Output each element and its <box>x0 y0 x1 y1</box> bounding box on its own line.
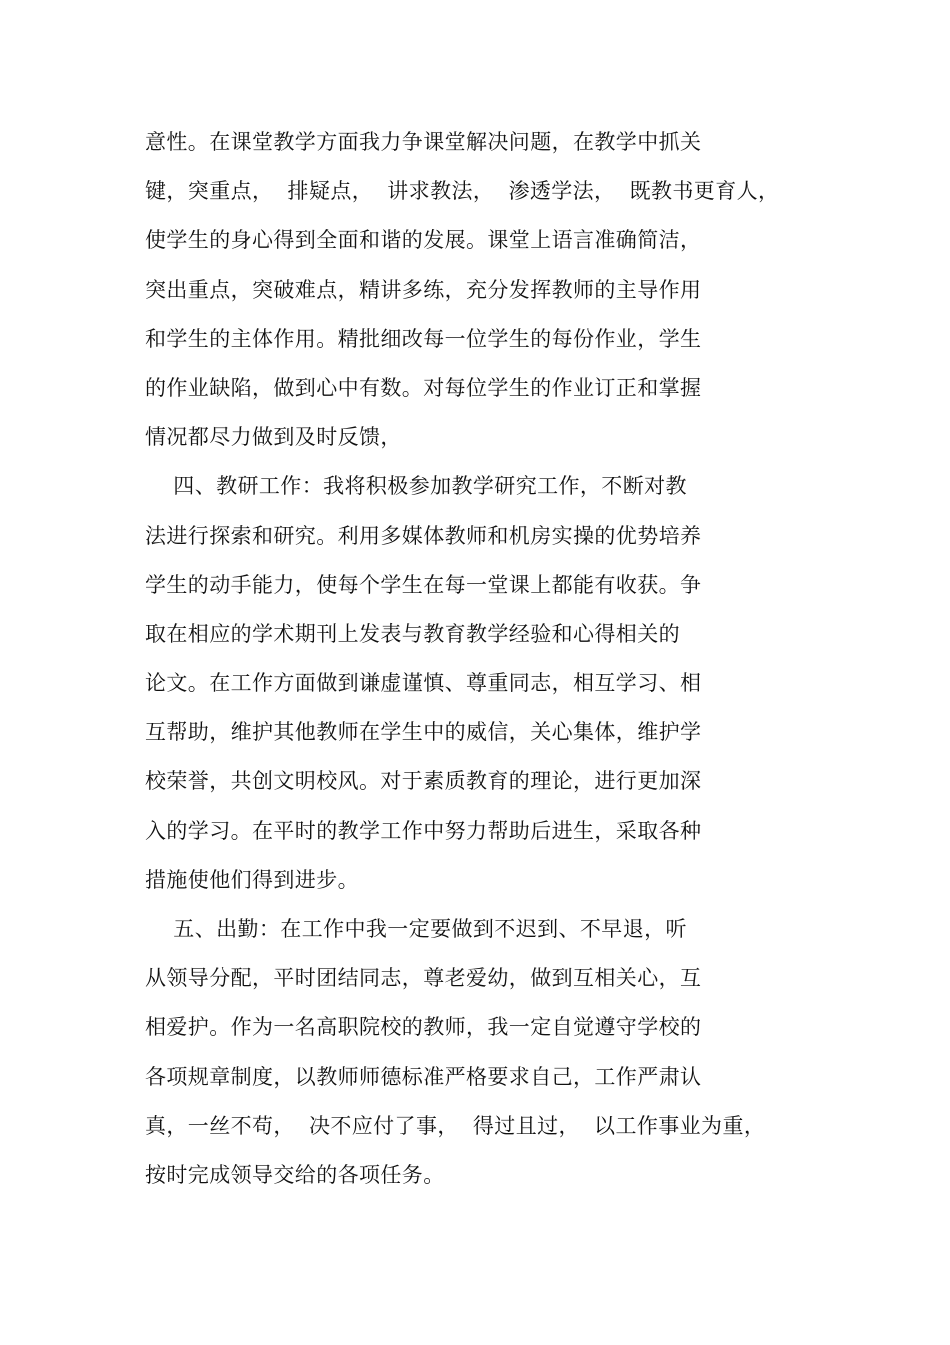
text-line: 论文。在工作方面做到谦虚谨慎、尊重同志，相互学习、相 <box>145 671 702 696</box>
text-line: 相爱护。作为一名高职院校的教师，我一定自觉遵守学校的 <box>145 1015 702 1040</box>
text-line: 意性。在课堂教学方面我力争课堂解决问题，在教学中抓关 <box>145 130 702 154</box>
text-line: 法进行探索和研究。利用多媒体教师和机房实操的优势培养 <box>145 523 702 548</box>
body-text <box>145 124 785 1206</box>
text-line: 突出重点，突破难点，精讲多练，充分发挥教师的主导作用 <box>145 277 702 302</box>
text-line: 按时完成领导交给的各项任务。 <box>145 1162 445 1187</box>
text-line: 和学生的主体作用。精批细改每一位学生的每份作业，学生 <box>145 326 702 351</box>
text-line: 学生的动手能力，使每个学生在每一堂课上都能有收获。争 <box>145 572 702 597</box>
text-line: 键，突重点， 排疑点， 讲求教法， 渗透学法， 既教书更育人， <box>145 179 780 204</box>
text-line: 五、出勤：在工作中我一定要做到不迟到、不早退，听 <box>145 917 687 941</box>
text-line: 真，一丝不苟， 决不应付了事， 得过且过， 以工作事业为重， <box>145 1113 766 1138</box>
text-line: 入的学习。在平时的教学工作中努力帮助后进生，采取各种 <box>145 818 702 843</box>
text-line: 的作业缺陷，做到心中有数。对每位学生的作业订正和掌握 <box>145 375 702 400</box>
text-line: 校荣誉，共创文明校风。对于素质教育的理论，进行更加深 <box>145 769 702 794</box>
text-line: 取在相应的学术期刊上发表与教育教学经验和心得相关的 <box>145 621 680 646</box>
text-line: 从领导分配，平时团结同志，尊老爱幼，做到互相关心，互 <box>145 966 702 991</box>
text-line: 互帮助，维护其他教师在学生中的威信，关心集体，维护学 <box>145 720 702 745</box>
text-line: 使学生的身心得到全面和谐的发展。课堂上语言准确简洁， <box>145 228 702 253</box>
text-line: 措施使他们得到进步。 <box>145 867 359 892</box>
text-line: 四、教研工作：我将积极参加教学研究工作，不断对教 <box>145 474 687 499</box>
text-line: 各项规章制度，以教师师德标准严格要求自己，工作严肃认 <box>145 1064 702 1089</box>
text-line: 情况都尽力做到及时反馈， <box>145 425 402 450</box>
